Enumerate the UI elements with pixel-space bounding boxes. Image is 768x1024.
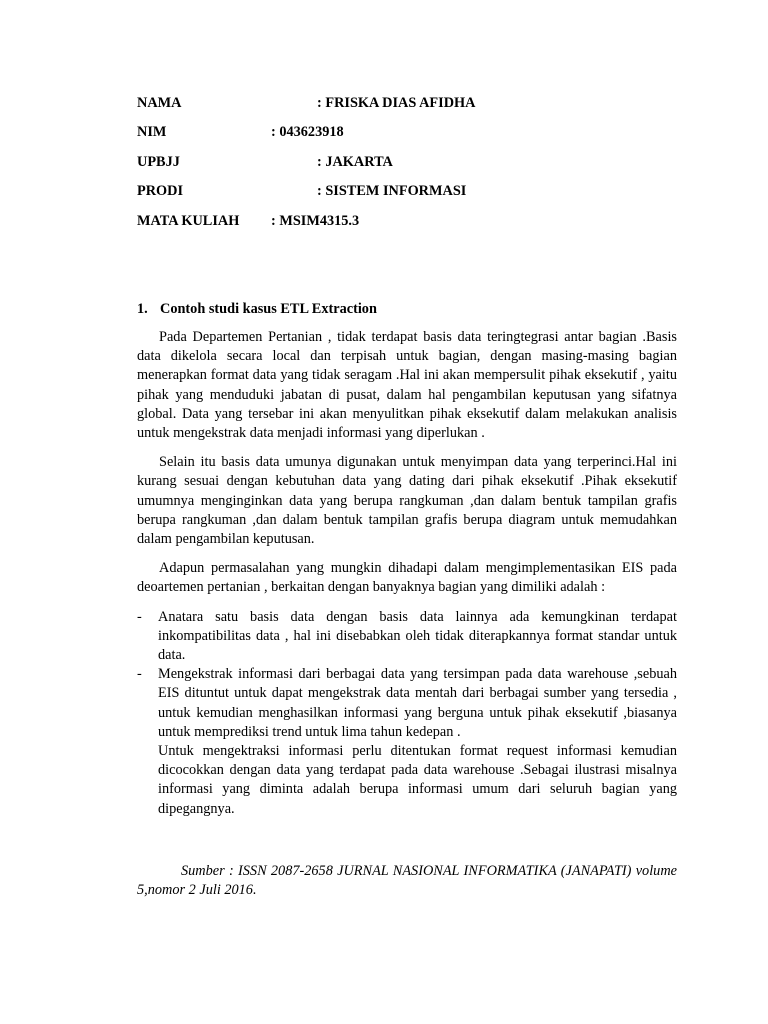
identity-label: PRODI (137, 183, 184, 199)
identity-value: : JAKARTA (317, 154, 393, 170)
list-bullet: - (137, 608, 142, 625)
identity-value: : MSIM4315.3 (271, 213, 360, 229)
identity-label: UPBJJ (137, 154, 180, 170)
list-continuation: Untuk mengektraksi informasi perlu ditentukan format request informasi kemudian dicocokkan dengan data yang terdapat pada data warehouse .Sebagai ilustrasi misalnya informasi yang diminta adalah berupa informasi umum dari seluruh bagian yang dipegangnya. (158, 743, 677, 817)
section-body (137, 328, 677, 819)
paragraph: Adapun permasalahan yang mungkin dihadapi dalam mengimplementasikan EIS pada deoartemen pertanian , berkaitan dengan banyaknya bagian yang dimiliki adalah : (137, 560, 677, 596)
section-heading (137, 300, 377, 319)
section-title: Contoh studi kasus ETL Extraction (160, 301, 377, 317)
section-number: 1. (137, 301, 148, 317)
list-item-text: Mengekstrak informasi dari berbagai data yang tersimpan pada data warehouse ,sebuah EIS dituntut untuk dapat mengekstrak data mentah dari berbagai sumber yang tersedia , untuk kemudian menghasilkan informasi yang berguna untuk pihak eksekutif ,biasanya untuk memprediksi trend untuk lima tahun kedepan . (158, 666, 677, 740)
list-item (137, 665, 677, 742)
identity-label: NAMA (137, 95, 182, 111)
source-citation: Sumber : ISSN 2087-2658 JURNAL NASIONAL INFORMATIKA (JANAPATI) volume 5,nomor 2 Juli 2016. (137, 863, 677, 899)
identity-label: MATA KULIAH (137, 213, 240, 229)
identity-value: : SISTEM INFORMASI (317, 183, 467, 199)
paragraph: Selain itu basis data umunya digunakan untuk menyimpan data yang terperinci.Hal ini kurang sesuai dengan kebutuhan data yang dating dari pihak eksekutif .Pihak eksekutif umumnya menginginkan data yang berupa rangkuman ,dan dalam bentuk tampilan grafis berupa rangkuman ,dan dalam bentuk tampilan grafis berupa diagram untuk memudahkan dalam pengambilan keputusan. (137, 454, 677, 548)
list-bullet: - (137, 666, 142, 683)
identity-value: : 043623918 (271, 124, 344, 140)
paragraph: Pada Departemen Pertanian , tidak terdapat basis data teringtegrasi antar bagian .Basis data dikelola secara local dan terpisah untuk bagian, dengan masing-masing bagian menerapkan format data yang tidak seragam .Hal ini akan mempersulit pihak eksekutif , yaitu pihak yang menduduki jabatan di pusat, dalam hal pengambilan keputusan yang sifatnya global. Data yang tersebar ini akan menyulitkan pihak eksekutif dalam melakukan analisis untuk mengekstrak data menjadi informasi yang diperlukan . (137, 329, 677, 442)
identity-label: NIM (137, 124, 167, 140)
list-item-text: Anatara satu basis data dengan basis data lainnya ada kemungkinan terdapat inkompatibilitas data , hal ini disebabkan oleh tidak diterapkannya format standar untuk data. (158, 608, 677, 664)
identity-value: : FRISKA DIAS AFIDHA (317, 95, 476, 111)
problem-list (137, 608, 677, 742)
list-item (137, 608, 677, 666)
